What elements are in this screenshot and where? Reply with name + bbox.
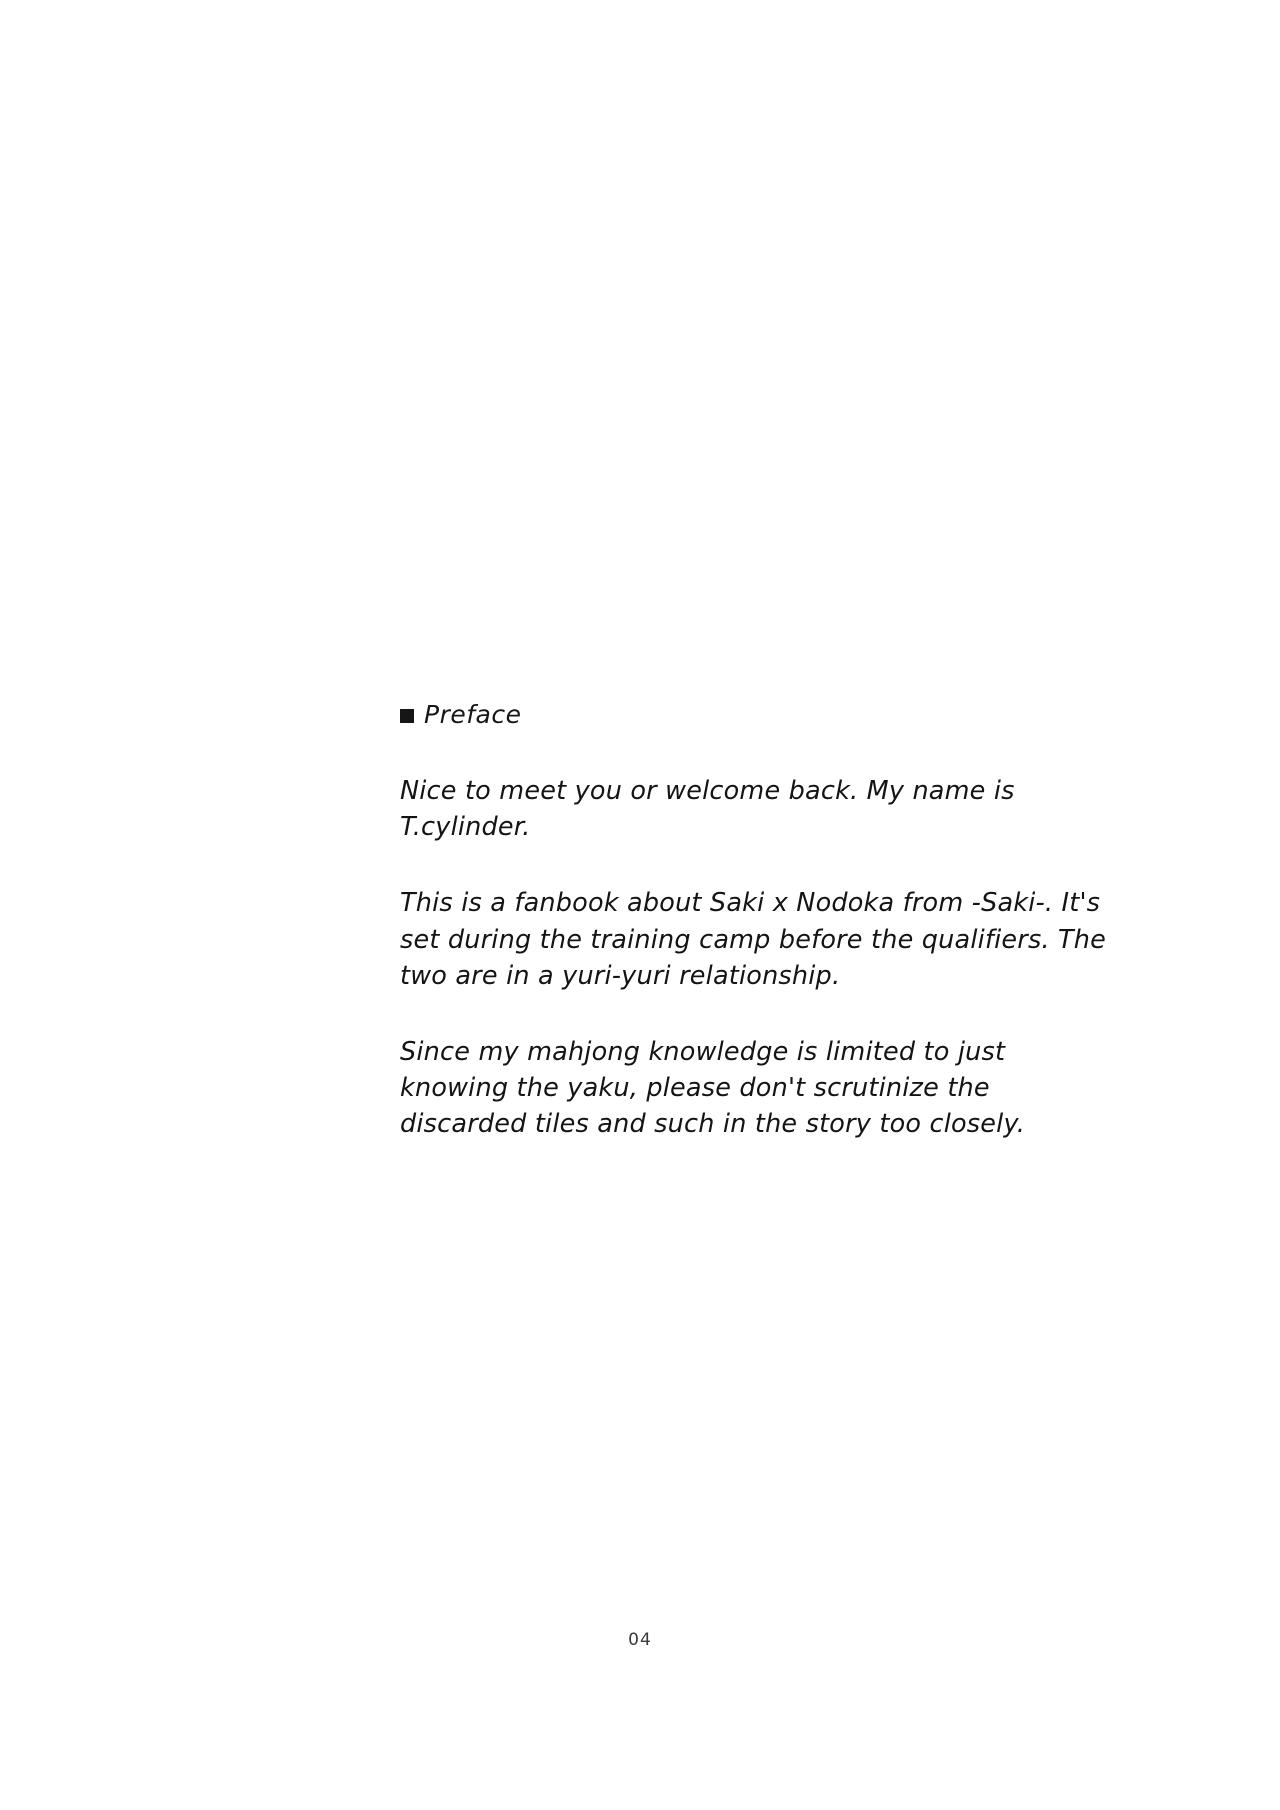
filled-square-bullet-icon bbox=[400, 709, 414, 723]
preface-paragraph-2: This is a fanbook about Saki x Nodoka from -Saki-. It's set during the training camp before the qualifiers. The two are in a yuri-yuri relationship. bbox=[400, 888, 1107, 991]
preface-heading-label: Preface bbox=[424, 700, 522, 729]
page-number: 04 bbox=[628, 1630, 652, 1650]
preface-content-block bbox=[400, 700, 1140, 1143]
preface-paragraph-3: Since my mahjong knowledge is limited to just knowing the yaku, please don't scrutinize the discarded tiles and such in the story too closely. bbox=[400, 1037, 1026, 1140]
preface-paragraph-1: Nice to meet you or welcome back. My name is T.cylinder. bbox=[400, 776, 1015, 843]
preface-heading bbox=[400, 700, 1140, 729]
